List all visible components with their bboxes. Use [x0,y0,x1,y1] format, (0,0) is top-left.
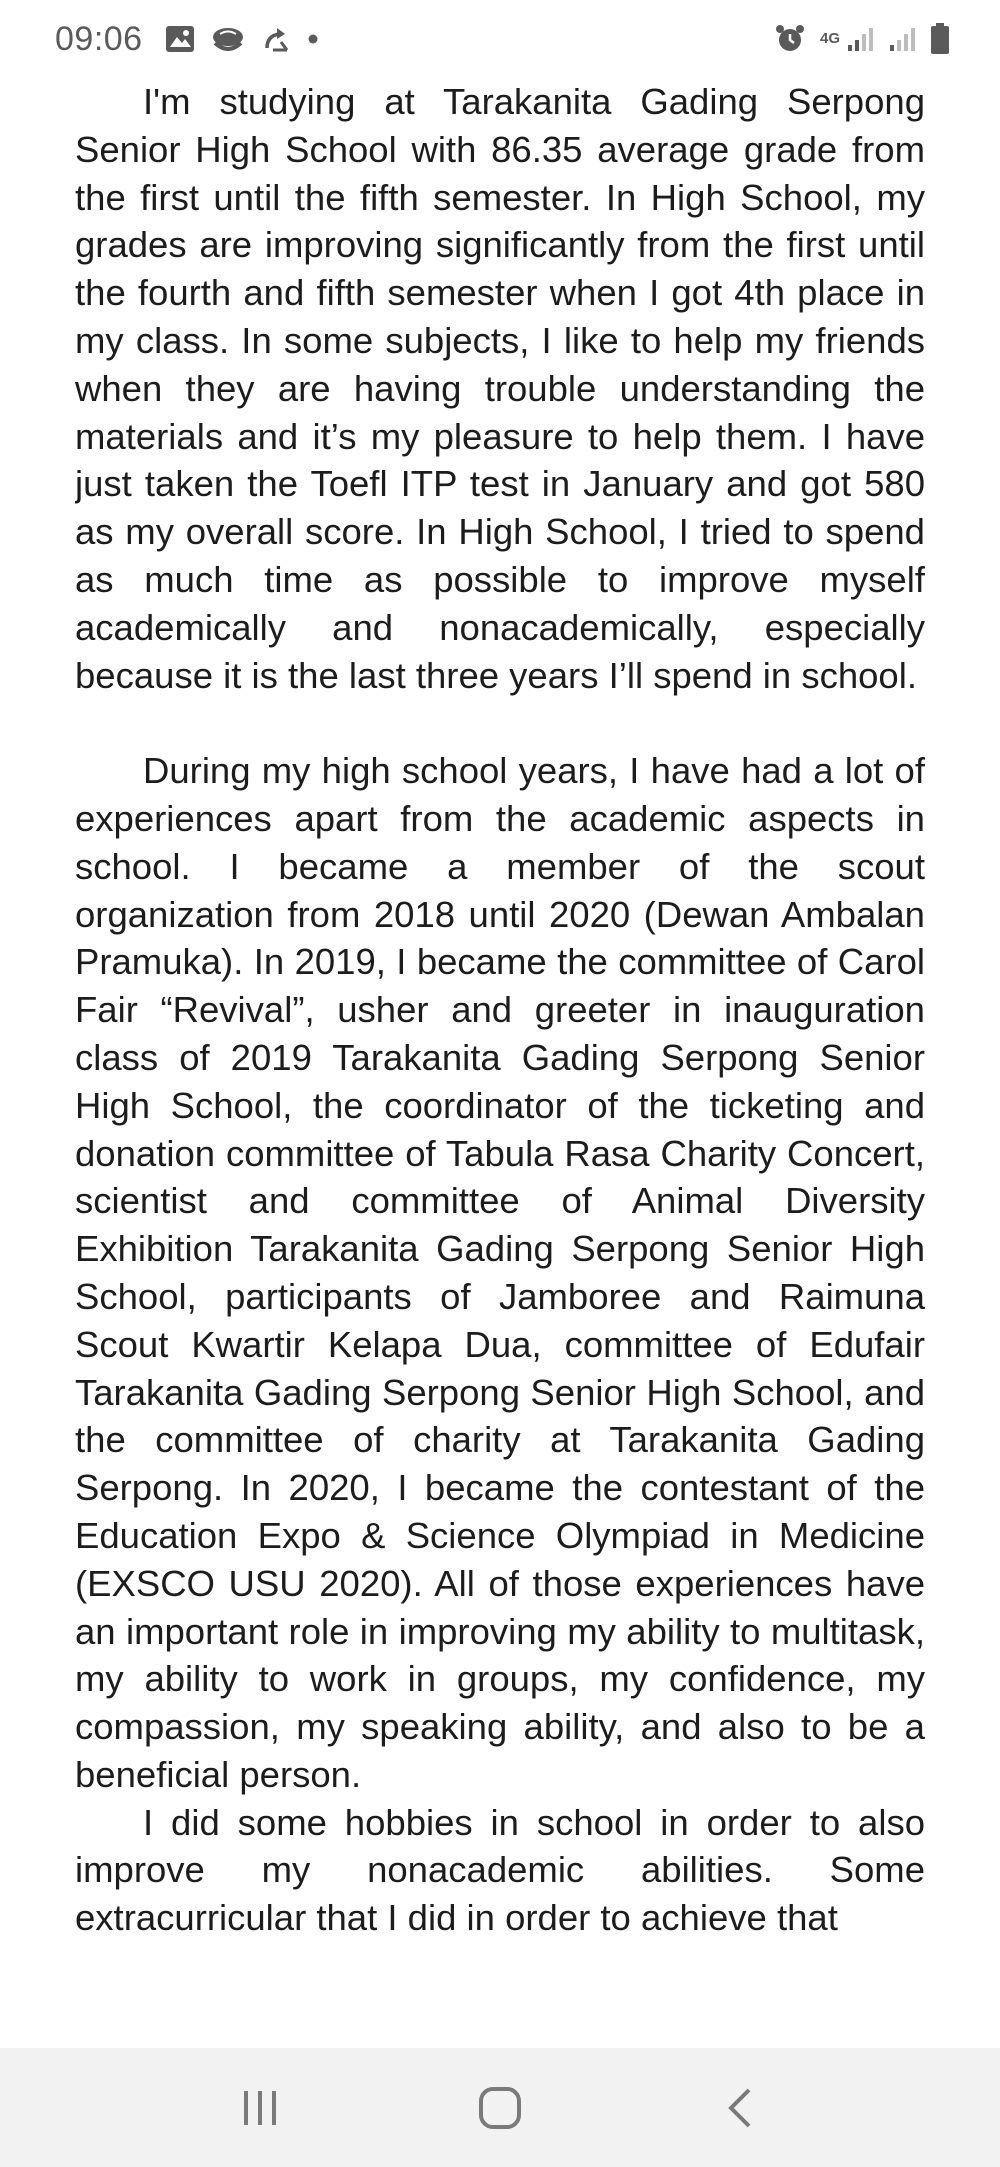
back-button[interactable] [695,2063,785,2153]
signal-icon [846,25,874,53]
status-time: 09:06 [55,19,143,58]
home-icon [478,2086,522,2130]
back-icon [725,2086,755,2130]
gallery-icon [165,25,195,53]
network-type: 4G [819,30,840,47]
signal-icon [888,25,916,53]
status-left [55,20,335,59]
battery-icon [930,23,950,55]
dot-icon [307,33,319,45]
paragraph-gap [75,699,925,747]
recents-button[interactable] [215,2063,305,2153]
recents-icon [240,2089,280,2127]
cloud-icon [211,25,245,53]
status-bar [0,0,1000,78]
paragraph-experiences: During my high school years, I have had a lot of experiences apart from the academic aspects in school. I became a member of the scout organization from 2018 until 2020 (Dewan Ambalan Pramuka). In 2019, I became the committee of Carol Fair “Revival”, usher and greeter in inauguration class of 2019 Tarakanita Gading Serpong Senior High School, the coordinator of the ticketing and donation committee of Tabula Rasa Charity Concert, scientist and committee of Animal Diversity Exhibition Tarakanita Gading Serpong Senior High School, participants of Jamboree and Raimuna Scout Kwartir Kelapa Dua, committee of Edufair Tarakanita Gading Serpong Senior High School, and the committee of charity at Tarakanita Gading Serpong. In 2020, I became the contestant of the Education Expo & Science Olympiad in Medicine (EXSCO USU 2020). All of those experiences have an important role in improving my ability to multitask, my ability to work in groups, my confidence, my compassion, my speaking ability, and also to be a beneficial person. [75,750,925,1795]
alarm-icon [774,23,806,55]
status-right [760,23,950,55]
paragraph-hobbies: I did some hobbies in school in order to also improve my nonacademic abilities. Some extracurricular that I did in order to achieve that [75,1801,925,1939]
sync-icon [261,24,291,54]
document-body [75,78,925,2048]
paragraph-academic: I'm studying at Tarakanita Gading Serpong Senior High School with 86.35 average grade from the first until the fifth semester. In High School, my grades are improving significantly from the first until the fourth and fifth semester when I got 4th place in my class. In some subjects, I like to help my friends when they are having trouble understanding the materials and it’s my pleasure to help them. I have just taken the Toefl ITP test in January and got 580 as my overall score. In High School, I tried to spend as much time as possible to improve myself academically and nonacademically, especially because it is the last three years I’ll spend in school. [75,81,925,696]
navigation-bar [0,2048,1000,2167]
home-button[interactable] [455,2063,545,2153]
